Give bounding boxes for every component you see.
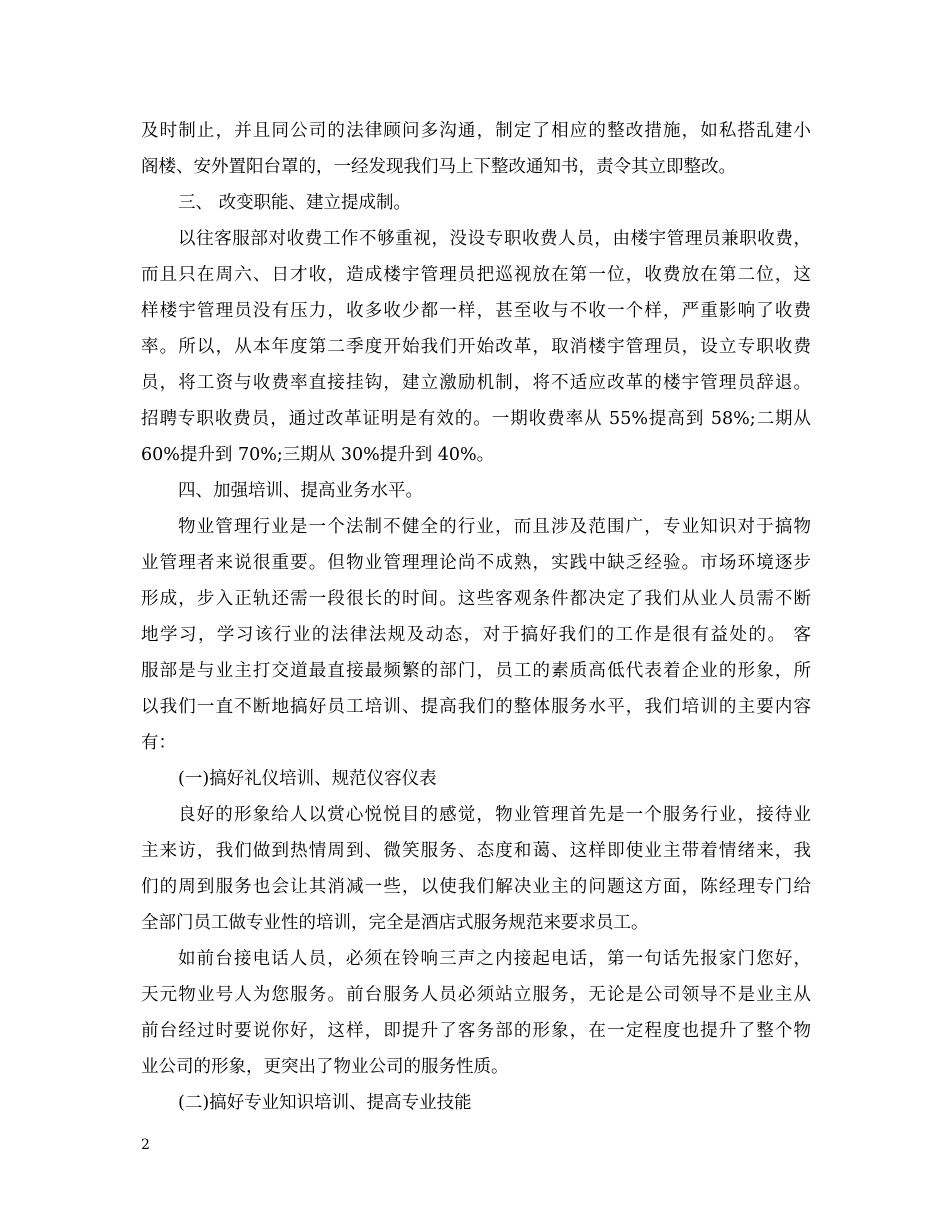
subsection-heading: (二)搞好专业知识培训、提高专业技能 xyxy=(178,1093,472,1113)
body-text-line: 主来访，我们做到热情周到、微笑服务、态度和蔼、这样即使业主带着情绪来，我 xyxy=(141,841,811,861)
section-heading: 三、 改变职能、建立提成制。 xyxy=(178,193,412,213)
body-text-line: 及时制止，并且同公司的法律顾问多沟通，制定了相应的整改措施，如私搭乱建小 xyxy=(141,121,811,141)
body-text-line: 全部门员工做专业性的培训，完全是酒店式服务规范来要求员工。 xyxy=(141,913,649,933)
body-text-line: 有： xyxy=(141,733,176,753)
page-number: 2 xyxy=(141,1137,150,1153)
body-text-line: 率。所以，从本年度第二季度开始我们开始改革，取消楼宇管理员，设立专职收费 xyxy=(141,337,811,357)
body-text-line: 以往客服部对收费工作不够重视，没设专职收费人员，由楼宇管理员兼职收费， xyxy=(178,229,811,249)
body-text-line: 业公司的形象，更突出了物业公司的服务性质。 xyxy=(141,1057,509,1077)
body-text-line: 以我们一直不断地搞好员工培训、提高我们的整体服务水平，我们培训的主要内容 xyxy=(141,697,811,717)
body-text-line: 阁楼、安外置阳台罩的，一经发现我们马上下整改通知书，责令其立即整改。 xyxy=(141,157,736,177)
subsection-heading: (一)搞好礼仪培训、规范仪容仪表 xyxy=(178,769,437,789)
body-text-line: 物业管理行业是一个法制不健全的行业，而且涉及范围广，专业知识对于搞物 xyxy=(178,517,811,537)
section-heading: 四、加强培训、提高业务水平。 xyxy=(178,481,423,501)
body-text-line: 天元物业号人为您服务。前台服务人员必须站立服务，无论是公司领导不是业主从 xyxy=(141,985,811,1005)
body-text-line: 前台经过时要说你好，这样，即提升了客务部的形象，在一定程度也提升了整个物 xyxy=(141,1021,811,1041)
body-text-line: 服部是与业主打交道最直接最频繁的部门，员工的素质高低代表着企业的形象，所 xyxy=(141,661,811,681)
body-text-line: 员，将工资与收费率直接挂钩，建立激励机制，将不适应改革的楼宇管理员辞退。 xyxy=(141,373,811,393)
body-text-line: 60%提升到 70%;三期从 30%提升到 40%。 xyxy=(141,445,495,465)
body-text-line: 招聘专职收费员，通过改革证明是有效的。一期收费率从 55%提高到 58%;二期从 xyxy=(141,409,811,429)
body-text-line: 地学习，学习该行业的法律法规及动态，对于搞好我们的工作是很有益处的。 客 xyxy=(141,625,811,645)
body-text-line: 业管理者来说很重要。但物业管理理论尚不成熟，实践中缺乏经验。市场环境逐步 xyxy=(141,553,811,573)
body-text-line: 如前台接电话人员，必须在铃响三声之内接起电话，第一句话先报家门您好， xyxy=(178,949,811,969)
body-text-line: 良好的形象给人以赏心悦悦目的感觉，物业管理首先是一个服务行业，接待业 xyxy=(178,805,811,825)
body-text-line: 而且只在周六、日才收，造成楼宇管理员把巡视放在第一位，收费放在第二位，这 xyxy=(141,265,811,285)
body-text-line: 形成，步入正轨还需一段很长的时间。这些客观条件都决定了我们从业人员需不断 xyxy=(141,589,811,609)
body-text-line: 样楼宇管理员没有压力，收多收少都一样，甚至收与不收一个样，严重影响了收费 xyxy=(141,301,811,321)
body-text-line: 们的周到服务也会让其消减一些，以使我们解决业主的问题这方面，陈经理专门给 xyxy=(141,877,811,897)
